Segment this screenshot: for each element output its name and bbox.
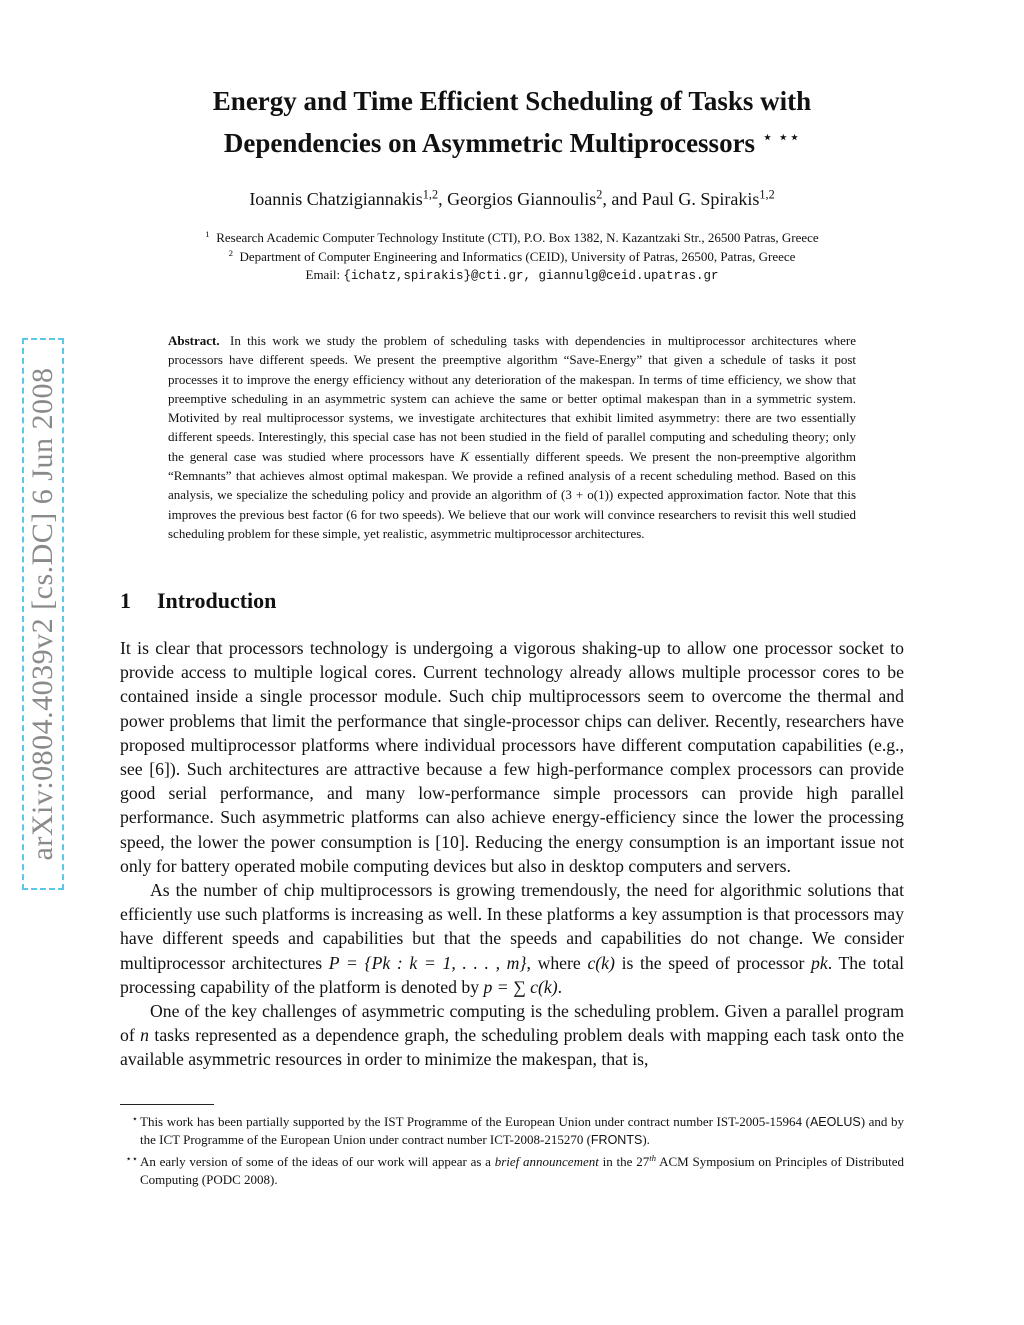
section-number: 1: [120, 588, 131, 613]
title-line-2-text: Dependencies on Asymmetric Multiprocessors: [223, 128, 756, 158]
footnote-2-mark: ⋆⋆: [125, 1153, 138, 1165]
paragraph-2-text-b: , where: [526, 952, 581, 973]
body-text: [120, 636, 904, 1072]
arxiv-identifier[interactable]: arXiv:0804.4039v2 [cs.DC] 6 Jun 2008: [26, 367, 59, 861]
footnote-2-ordinal: 27: [636, 1153, 650, 1169]
affiliation-1: [120, 229, 904, 248]
paragraph-2-text-d: . The total processing capability of the platform is denoted by: [120, 952, 905, 997]
title-line-1: Energy and Time Efficient Scheduling of Tasks with: [212, 86, 812, 116]
footnote-rule: [120, 1104, 214, 1105]
paragraph-3-text-a: One of the key challenges of asymmetric computing is the scheduling problem. Given a parallel program of: [120, 1001, 904, 1046]
footnote-1-mark: ⋆: [131, 1114, 138, 1125]
paragraph-2-text-a: As the number of chip multiprocessors is growing tremendously, the need for algorithmic solutions that efficiently use such platforms is increasing as well. In these platforms a key assumption is that processors may have different speeds and capabilities but that the speeds and capabilities do not change. We consider multiprocessor architectures: [120, 880, 904, 973]
author-list: Ioannis Chatzigiannakis$^{1,2}$, Georgios Giannoulis$^2$, and Paul G. Spirakis$^{1,2}$: [249, 187, 775, 209]
abstract-text-2: essentially different speeds. We present the non-preemptive algorithm “Remnants” that achieves almost optimal makespan. We provide a refined analysis of a recent scheduling method. Based on this analysis, we specialize the scheduling policy and provide an algorithm of: [168, 448, 857, 503]
affiliation-2: [120, 248, 904, 267]
author-3-affil: 1,2: [759, 187, 775, 202]
affiliations: [120, 229, 904, 286]
footnote-1-text-a: This work has been partially supported by the IST Programme of the European Union under contract number IST-2005-15964 (: [140, 1114, 810, 1129]
email-line: [120, 266, 904, 286]
email-addresses[interactable]: {ichatz,spirakis}@cti.gr, giannulg@ceid.upatras.gr: [343, 269, 719, 283]
footnote-1: [120, 1111, 904, 1150]
footnote-2-emphasis: brief announcement: [494, 1153, 599, 1169]
paragraph-2-math-speed: c(k): [587, 952, 615, 973]
author-1: Ioannis Chatzigiannakis: [249, 189, 423, 209]
paragraph-2-math-capability-sum: p = ∑ c(k): [483, 976, 558, 997]
arxiv-stamp: [22, 338, 64, 890]
author-3: Paul G. Spirakis: [641, 189, 760, 209]
affiliation-2-number: 2: [228, 247, 233, 258]
footnote-1-fronts: FRONTS: [590, 1133, 643, 1148]
author-and: and: [611, 189, 638, 209]
abstract-math-factor: (3 + o(1)): [561, 487, 614, 503]
affiliation-1-number: 1: [205, 229, 210, 240]
footnotes: [120, 1111, 904, 1190]
author-2-affil: 2: [596, 187, 603, 202]
abstract-label: Abstract.: [168, 333, 220, 348]
paragraph-2-math-architecture-set: P = {Pk : k = 1, . . . , m}: [328, 952, 527, 973]
footnote-1-text-b: ) and by the ICT Programme of the European Union under contract number ICT-2008-215270 (: [140, 1114, 904, 1148]
paragraph-1: It is clear that processors technology is undergoing a vigorous shaking-up to allow one processor socket to provide access to multiple logical cores. Current technology already allows multiple processor cores to be contained inside a single processor module. Such chip multiprocessors seem to overcome the thermal and power problems that limit the performance that single-processor chips can deliver. Recently, researchers have proposed multiprocessor platforms where individual processors have different computation capabilities (e.g., see [6]). Such architectures are attractive because a few high-performance complex processors can provide good serial performance, and many low-performance simple processors can provide high parallel performance. Such asymmetric platforms can also achieve energy-efficiency since the lower the processing speed, the lower the power consumption is [10]. Reducing the energy consumption is an important issue not only for battery operated mobile computing devices but also in desktop computers and servers.: [120, 638, 904, 876]
section-title: Introduction: [157, 588, 277, 613]
footnote-2-text-a: An early version of some of the ideas of our work will appear as a: [140, 1153, 491, 1169]
footnote-2-ordinal-suffix: th: [649, 1152, 657, 1163]
paragraph-3: [120, 999, 904, 1072]
section-heading: [120, 588, 276, 614]
abstract-text-3: expected approximation factor. Note that this improves the previous best factor (6 for two speeds). We believe that our work will convince researchers to revisit this well studied scheduling problem for these simple, yet realistic, asymmetric multiprocessor architectures.: [168, 487, 857, 541]
author-1-affil: 1,2: [422, 187, 439, 202]
footnote-2-text-b: in the: [602, 1153, 633, 1169]
paragraph-2-math-processor: pk: [811, 952, 828, 973]
abstract-math-k: K: [460, 448, 469, 464]
footnote-2-text-c: ACM Symposium on Principles of Distributed Computing (PODC 2008).: [140, 1153, 905, 1187]
abstract: [168, 331, 856, 543]
footnote-2: [120, 1151, 904, 1190]
paragraph-2-text-c: is the speed of processor: [621, 952, 805, 973]
affiliation-1-text: Research Academic Computer Technology Institute (CTI), P.O. Box 1382, N. Kazantzaki Str., 26500 Patras, Greece: [216, 230, 819, 245]
paragraph-3-math-n: n: [140, 1025, 149, 1046]
abstract-text-1: In this work we study the problem of scheduling tasks with dependencies in multiprocessor architectures where processors have different speeds. We present the preemptive algorithm “Save-Energy” that given a schedule of tasks it post processes it to improve the energy efficiency without any deterioration of the makespan. In terms of time efficiency, we show that preemptive scheduling in an asymmetric system can achieve the same or better optimal makespan than in a symmetric system. Motivited by real multiprocessor systems, we investigate architectures that exhibit limited asymmetry: there are two essentially different speeds. Interestingly, this special case has not been studied in the field of parallel computing and scheduling theory; only the general case was studied where processors have: [168, 333, 857, 464]
paragraph-2: [120, 878, 904, 999]
title-line-2: [120, 119, 904, 161]
author-2: Georgios Giannoulis: [447, 189, 597, 209]
email-label: Email:: [305, 267, 341, 282]
footnote-1-text-c: ).: [642, 1132, 650, 1148]
footnote-1-aeolus: AEOLUS: [809, 1115, 861, 1129]
paragraph-2-text-e: .: [557, 976, 563, 997]
title-footnote-marks: ⋆ ⋆⋆: [761, 127, 801, 147]
paragraph-3-text-b: tasks represented as a dependence graph, the scheduling problem deals with mapping each task onto the available asymmetric resources in order to minimize the makespan, that is,: [120, 1025, 905, 1070]
affiliation-2-text: Department of Computer Engineering and Informatics (CEID), University of Patras, 26500, Patras, Greece: [239, 248, 796, 264]
paper-title: [120, 83, 904, 161]
